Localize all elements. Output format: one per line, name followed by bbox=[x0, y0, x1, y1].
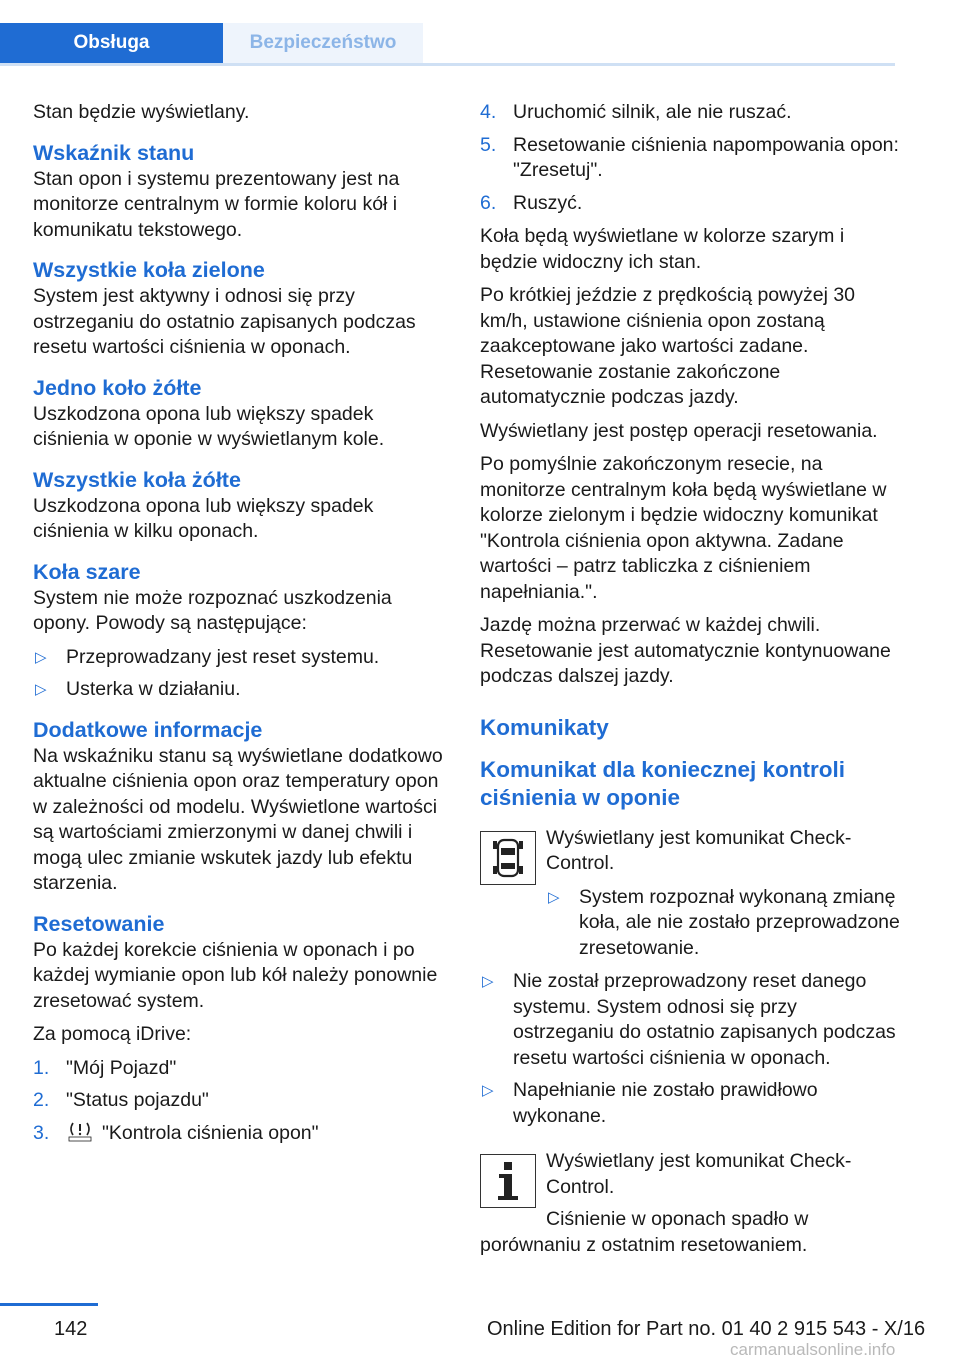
idrive-text: Za pomocą iDrive: bbox=[33, 1023, 192, 1045]
section-heading: Koła szare bbox=[33, 559, 141, 584]
step-number: 1. bbox=[33, 1056, 50, 1079]
triangle-bullet-icon: ▷ bbox=[482, 1082, 494, 1099]
section-heading: Wszystkie koła żółte bbox=[33, 467, 241, 492]
triangle-bullet-icon: ▷ bbox=[35, 681, 47, 698]
list-item bbox=[33, 1088, 453, 1114]
list-item bbox=[33, 645, 453, 671]
right-column bbox=[480, 100, 900, 1266]
triangle-bullet-icon: ▷ bbox=[482, 973, 494, 990]
step-number: 4. bbox=[480, 101, 497, 123]
paragraph: Koła będą wyświetlane w kolorze szarym i będzie widoczny ich stan. bbox=[480, 225, 845, 273]
section-text: Po każdej korekcie ciśnienia w oponach i po każdej wymianie opon lub kół należy ponownie zresetować system. bbox=[33, 938, 438, 1012]
info-text-2: Ciśnienie w oponach spadło w porównaniu z ostatnim resetowaniem. bbox=[480, 1208, 809, 1256]
list-item bbox=[33, 677, 453, 703]
check-control-block bbox=[480, 826, 900, 962]
list-item bbox=[480, 133, 900, 184]
section-heading: Jedno koło żółte bbox=[33, 375, 202, 400]
info-icon bbox=[480, 1154, 536, 1208]
step-text: Ruszyć. bbox=[513, 191, 583, 214]
section-heading: Wskaźnik stanu bbox=[33, 140, 195, 165]
grey-wheels-reasons bbox=[33, 645, 453, 703]
step-number: 2. bbox=[33, 1089, 50, 1111]
list-item-text: Usterka w działaniu. bbox=[66, 678, 241, 700]
info-text: Wyświetlany jest komunikat Check-Control. bbox=[546, 1150, 852, 1198]
step-text: "Kontrola ciśnienia opon" bbox=[102, 1121, 319, 1144]
step-text: Resetowanie ciśnienia napompowania opon: "Zresetuj". bbox=[513, 133, 899, 181]
list-item bbox=[480, 969, 900, 1071]
list-item-text: Napełnianie nie zostało prawidłowo wykonane. bbox=[513, 1079, 818, 1127]
section-heading: Resetowanie bbox=[33, 911, 165, 936]
info-block bbox=[480, 1149, 900, 1205]
section-text: Stan opon i systemu prezentowany jest na monitorze centralnym w formie koloru kół i komunikatu tekstowego. bbox=[33, 167, 400, 241]
list-item bbox=[546, 885, 900, 962]
step-text: "Status pojazdu" bbox=[66, 1089, 209, 1111]
messages-heading: Komunikaty bbox=[480, 714, 609, 740]
reset-steps-continued bbox=[480, 100, 900, 216]
step-text: "Mój Pojazd" bbox=[66, 1056, 177, 1079]
list-item bbox=[33, 1121, 453, 1147]
edition-text: Online Edition for Part no. 01 40 2 915 543 - X/16 bbox=[487, 1318, 926, 1340]
header-tabs bbox=[0, 23, 895, 66]
intro-text: Stan będzie wyświetlany. bbox=[33, 101, 250, 123]
watermark: carmanualsonline.info bbox=[730, 1340, 896, 1359]
car-warning-icon bbox=[480, 831, 536, 885]
paragraph: Jazdę można przerwać w każdej chwili. Resetowanie jest automatycznie kontynuowane podczas dalszej jazdy. bbox=[480, 614, 891, 687]
step-number: 5. bbox=[480, 133, 497, 156]
paragraph: Po pomyślnie zakończonym resecie, na monitorze centralnym koła będą wyświetlane w kolorze zielonym i będzie widoczny komunikat "Kontrola ciśnienia opon aktywna. Zadane wartości – patrz tabliczka z ciśnieniem napełniania.". bbox=[480, 453, 887, 603]
triangle-bullet-icon: ▷ bbox=[35, 648, 47, 666]
check-reasons-nested bbox=[546, 885, 900, 962]
section-text: System jest aktywny i odnosi się przy ostrzeganiu do ostatnio zapisanych podczas resetu wartości ciśnienia w oponach. bbox=[33, 285, 416, 358]
section-text: System nie może rozpoznać uszkodzenia opony. Powody są następujące: bbox=[33, 586, 392, 634]
reset-steps bbox=[33, 1056, 453, 1147]
list-item-text: Nie został przeprowadzony reset danego systemu. System odnosi się przy ostrzeganiu do ostatnio zapisanych podczas resetu wartości ciśnienia w oponach. bbox=[513, 970, 896, 1069]
section-text: Uszkodzona opona lub większy spadek ciśnienia w oponie w wyświetlanym kole. bbox=[33, 402, 385, 450]
tire-pressure-reset-icon bbox=[66, 1122, 94, 1142]
paragraph: Po krótkiej jeździe z prędkością powyżej 30 km/h, ustawione ciśnienia opon zostaną zaakceptowane jako wartości zadane. Resetowanie zostanie zakończone automatycznie podczas jazdy. bbox=[480, 284, 856, 408]
footer-rule bbox=[0, 1303, 98, 1306]
list-item-text: System rozpoznał wykonaną zmianę koła, ale nie zostało przeprowadzone zresetowanie. bbox=[579, 885, 900, 959]
step-number: 3. bbox=[33, 1121, 50, 1144]
list-item bbox=[480, 1078, 900, 1129]
page-number: 142 bbox=[54, 1318, 88, 1340]
left-column bbox=[33, 100, 453, 1154]
section-heading: Dodatkowe informacje bbox=[33, 717, 263, 742]
triangle-bullet-icon: ▷ bbox=[548, 888, 560, 906]
tab-bezpieczenstwo[interactable]: Bezpieczeństwo bbox=[223, 23, 423, 63]
tab-obsluga[interactable]: Obsługa bbox=[0, 23, 223, 63]
check-heading: Komunikat dla koniecznej kontroli ciśnienia w oponie bbox=[480, 756, 846, 810]
section-text: Na wskaźniku stanu są wyświetlane dodatkowo aktualne ciśnienia opon oraz temperatury opon w zależności od modelu. Wyświetlone wartości są wartościami zmierzonymi w danej chwili i mogą ulec zmianie wskutek jazdy lub efektu starzenia. bbox=[33, 744, 443, 894]
check-text: Wyświetlany jest komunikat Check-Control. bbox=[546, 826, 852, 874]
step-text: Uruchomić silnik, ale nie ruszać. bbox=[513, 101, 792, 123]
section-text: Uszkodzona opona lub większy spadek ciśnienia w kilku oponach. bbox=[33, 494, 374, 542]
paragraph: Wyświetlany jest postęp operacji resetowania. bbox=[480, 419, 878, 442]
check-reasons bbox=[480, 969, 900, 1129]
list-item bbox=[480, 191, 900, 217]
list-item bbox=[480, 100, 900, 126]
list-item-text: Przeprowadzany jest reset systemu. bbox=[66, 645, 380, 668]
section-heading: Wszystkie koła zielone bbox=[33, 258, 265, 282]
step-number: 6. bbox=[480, 191, 497, 214]
list-item bbox=[33, 1056, 453, 1082]
